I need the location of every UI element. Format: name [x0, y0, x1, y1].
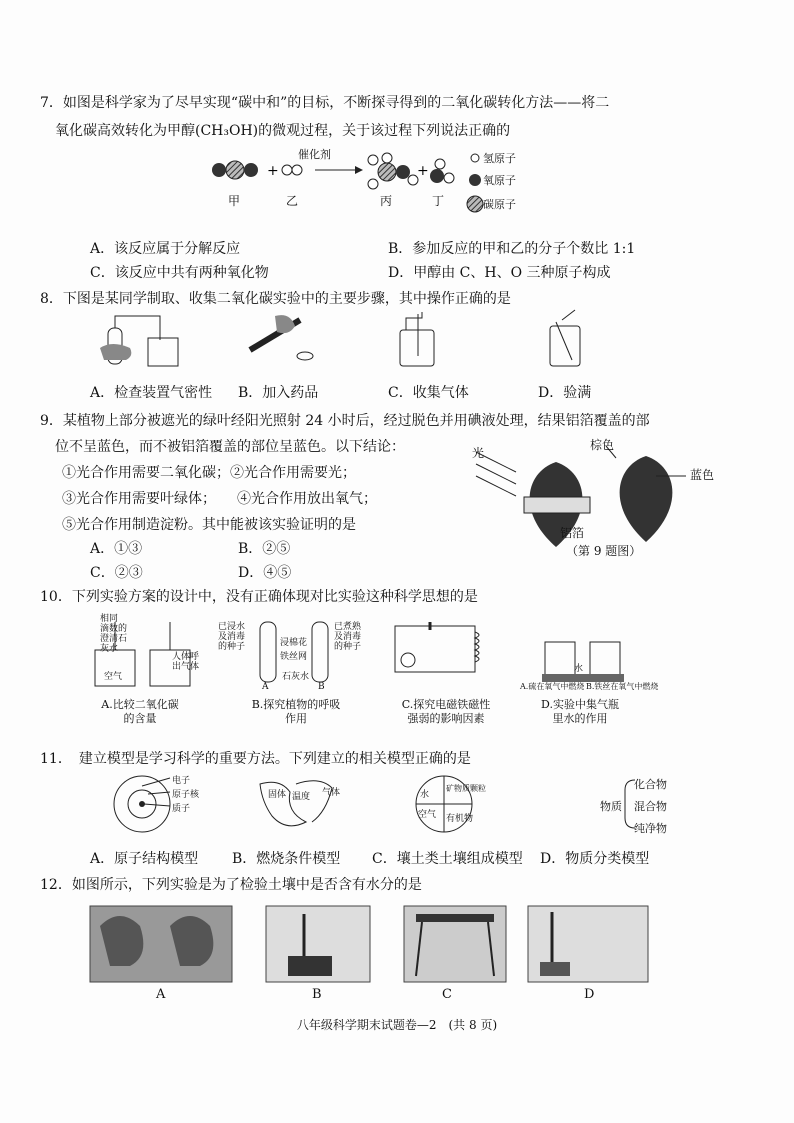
- plus-sign: +: [267, 163, 279, 179]
- delivery-tube: [406, 312, 422, 356]
- q9-light-label: 光: [472, 446, 485, 460]
- q10-a-note-2: 滴数的: [100, 624, 128, 634]
- q9-conclusion-3-4: ③光合作用需要叶绿体； ④光合作用放出氧气；: [62, 491, 377, 507]
- gas-bottle: [550, 326, 580, 366]
- q12-photos-figure: [90, 906, 650, 984]
- q10-d-label-b: B.铁丝在氧气中燃烧: [586, 682, 659, 691]
- burning-splint: [556, 322, 572, 360]
- soil-label-organic: 有机物: [446, 814, 474, 824]
- fire-triangle-piece: [260, 782, 306, 826]
- matter-label-mixture: 混合物: [634, 800, 667, 813]
- q7-option-a[interactable]: A．该反应属于分解反应: [90, 241, 241, 257]
- q10-b-right-1: 已煮熟: [334, 622, 362, 632]
- q9-conclusion-5: ⑤光合作用制造淀粉。其中能被该实验证明的是: [62, 517, 356, 533]
- legend-hydrogen-icon: [471, 154, 479, 162]
- fire-label-solid: 固体: [268, 790, 287, 800]
- water-layer: [542, 674, 624, 682]
- tube-b: [312, 622, 328, 682]
- carbon-atom: [226, 161, 244, 179]
- q10-a-note-3: 澄清石: [100, 634, 128, 644]
- q10-b-label-b: B: [318, 682, 325, 692]
- q12-option-b[interactable]: B: [312, 987, 322, 1002]
- legend-oxygen-icon: [469, 174, 481, 186]
- matter-label-pure: 纯净物: [634, 822, 667, 835]
- q10-a-breath-2: 出气体: [172, 662, 200, 672]
- soil-label-water: 水: [420, 790, 430, 800]
- gas-bottle: [400, 330, 434, 366]
- q10-a-note-1: 相同: [100, 614, 119, 624]
- q11-option-c[interactable]: C．壤土类土壤组成模型: [372, 851, 523, 867]
- q9-option-b[interactable]: B．②⑤: [238, 541, 291, 557]
- q8-option-a[interactable]: A．检查装置气密性: [90, 385, 213, 401]
- apparatus-base: [540, 962, 570, 976]
- stopper: [297, 352, 313, 360]
- q9-stem-line1: 9．某植物上部分被遮光的绿叶经阳光照射 24 小时后，经过脱色并用碘液处理，结果铝箔覆盖的部: [40, 413, 650, 429]
- q12-option-c[interactable]: C: [442, 987, 452, 1002]
- q7-label-bing: 丙: [380, 194, 393, 208]
- q8-option-b[interactable]: B．加入药品: [238, 385, 319, 401]
- q11-option-a[interactable]: A．原子结构模型: [90, 851, 199, 867]
- q8-apparatus-figure: [100, 310, 600, 370]
- hydrogen-atom: [282, 165, 292, 175]
- q9-leaf-figure: [476, 442, 716, 552]
- soil-label-mineral: 矿物质颗粒: [446, 784, 486, 793]
- legend-hydrogen: 氢原子: [483, 152, 516, 165]
- q10-b-right-3: 的种子: [334, 642, 362, 652]
- q7-stem-line2: 氧化碳高效转化为甲醇(CH₃OH)的微观过程，关于该过程下列说法正确的: [55, 123, 511, 139]
- q11-stem: 11． 建立模型是学习科学的重要方法。下列建立的相关模型正确的是: [40, 751, 471, 767]
- q7-option-c[interactable]: C．该反应中共有两种氧化物: [90, 265, 269, 281]
- q7-label-yi: 乙: [286, 194, 299, 208]
- hydrogen-atom: [435, 159, 445, 169]
- q10-b-mid-1: 浸棉花: [280, 638, 308, 648]
- hydrogen-atom: [368, 155, 378, 165]
- gas-bottle-a: [545, 642, 575, 676]
- q12-stem: 12．如图所示，下列实验是为了检验土壤中是否含有水分的是: [40, 877, 422, 893]
- apparatus-base: [288, 956, 332, 976]
- q9-conclusion-1-2: ①光合作用需要二氧化碳；②光合作用需要光；: [62, 465, 356, 481]
- delivery-tube: [562, 310, 575, 320]
- tube-a: [260, 622, 276, 682]
- oxygen-atom: [396, 165, 410, 179]
- q9-blue-label: 蓝色: [690, 468, 715, 482]
- light-ray: [476, 464, 516, 484]
- carbon-atom: [378, 163, 396, 181]
- q7-option-b[interactable]: B．参加反应的甲和乙的分子个数比 1:1: [388, 241, 636, 257]
- q8-stem: 8．下图是某同学制取、收集二氧化碳实验中的主要步骤，其中操作正确的是: [40, 291, 511, 307]
- q7-label-ding: 丁: [432, 194, 445, 208]
- q9-option-c[interactable]: C．②③: [90, 565, 143, 581]
- matter-root-label: 物质: [600, 800, 622, 813]
- q9-option-d[interactable]: D．④⑤: [238, 565, 292, 581]
- q9-brown-label: 棕色: [590, 438, 615, 452]
- leaf-right: [620, 456, 673, 542]
- q11-option-d[interactable]: D．物质分类模型: [540, 851, 650, 867]
- hydrogen-atom: [368, 179, 378, 189]
- coil-icon: [475, 632, 479, 662]
- matter-label-compound: 化合物: [634, 778, 667, 791]
- gas-bottle-b: [590, 642, 620, 676]
- q7-option-d[interactable]: D．甲醇由 C、H、O 三种原子构成: [388, 265, 611, 281]
- q10-b-left-2: 及消毒: [218, 632, 246, 642]
- q9-figure-caption: （第 9 题图）: [566, 544, 642, 558]
- foil-strip: [524, 497, 590, 513]
- q10-b-label-a: A: [262, 682, 269, 692]
- q7-label-jia: 甲: [228, 194, 241, 208]
- fire-label-gas: 气体: [322, 788, 341, 798]
- q10-b-lime: 石灰水: [282, 672, 310, 682]
- hand-icon: [275, 315, 295, 333]
- hydrogen-atom: [382, 153, 392, 163]
- q10-option-d[interactable]: D.实验中集气瓶 里水的作用: [541, 698, 619, 725]
- q10-b-mid-2: 铁丝网: [280, 652, 308, 662]
- plus-sign: +: [417, 163, 429, 179]
- catalyst-label: 催化剂: [298, 148, 331, 161]
- q10-option-c[interactable]: C.探究电磁铁磁性 强弱的影响因素: [401, 698, 491, 725]
- q10-b-left-3: 的种子: [218, 642, 246, 652]
- q9-stem-line2: 位不呈蓝色，而不被铝箔覆盖的部位呈蓝色。以下结论：: [55, 439, 405, 455]
- ammeter-icon: [401, 653, 415, 667]
- q8-option-d[interactable]: D．验满: [538, 385, 592, 401]
- gauze-plate: [416, 914, 494, 922]
- page-footer: 八年级科学期末试题卷—2 (共 8 页): [296, 1018, 498, 1032]
- atom-label-nucleus: 原子核: [172, 790, 200, 800]
- q10-d-water: 水: [574, 664, 584, 674]
- q10-b-left-1: 已浸水: [218, 622, 246, 632]
- q9-foil-label: 铝箔: [560, 526, 585, 540]
- hydrogen-atom: [292, 165, 302, 175]
- q10-stem: 10．下列实验方案的设计中，没有正确体现对比实验这种科学思想的是: [40, 589, 478, 605]
- light-ray: [476, 476, 516, 496]
- q8-option-c[interactable]: C．收集气体: [388, 385, 469, 401]
- soil-label-air: 空气: [418, 810, 437, 820]
- legend-carbon-icon: [467, 196, 483, 212]
- oxygen-atom: [212, 163, 226, 177]
- q10-option-b[interactable]: B.探究植物的呼吸 作用: [251, 698, 341, 725]
- q11-option-b[interactable]: B．燃烧条件模型: [232, 851, 341, 867]
- atom-label-electron: 电子: [172, 776, 191, 786]
- legend-carbon: 碳原子: [483, 198, 516, 211]
- q10-a-note-4: 灰水: [100, 644, 119, 654]
- q12-option-d[interactable]: D: [584, 987, 595, 1002]
- pointer-line: [144, 804, 170, 806]
- q10-b-right-2: 及消毒: [334, 632, 362, 642]
- atom-label-proton: 质子: [172, 804, 191, 814]
- q10-option-a[interactable]: A.比较二氧化碳 的含量: [101, 698, 179, 725]
- q10-a-air: 空气: [104, 672, 123, 682]
- legend-oxygen: 氧原子: [483, 174, 516, 187]
- q7-stem-line1: 7．如图是科学家为了尽早实现“碳中和”的目标，不断探寻得到的二氧化碳转化方法——将二: [40, 95, 610, 111]
- arrow-head: [355, 166, 363, 174]
- hydrogen-atom: [444, 173, 454, 183]
- q9-option-a[interactable]: A．①③: [90, 541, 143, 557]
- q11-models-figure: [110, 774, 670, 838]
- beaker: [148, 338, 178, 366]
- oxygen-atom: [244, 163, 258, 177]
- q10-a-breath-1: 人体呼: [172, 652, 200, 662]
- q10-d-label-a: A.硫在氧气中燃烧: [520, 682, 585, 691]
- oxygen-atom: [430, 169, 444, 183]
- hand-icon: [100, 344, 131, 360]
- fire-label-temp: 温度: [292, 792, 311, 802]
- q12-option-a[interactable]: A: [156, 987, 166, 1002]
